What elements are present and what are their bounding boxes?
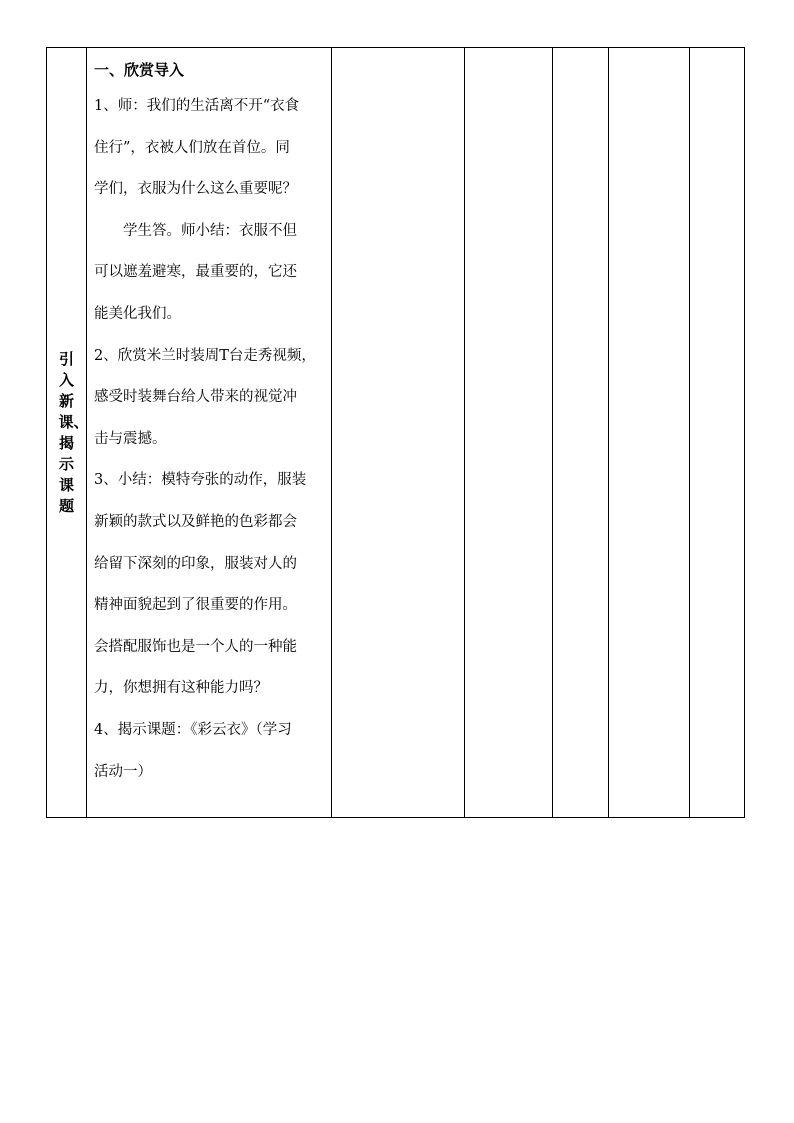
phase-cell bbox=[47, 48, 87, 818]
content-line: 可以遮羞避寒，最重要的，它还 bbox=[94, 264, 297, 281]
content-line: 1、师：我们的生活离不开“衣食 bbox=[94, 98, 300, 114]
content-cell bbox=[87, 48, 332, 818]
content-line: 住行”，衣被人们放在首位。同 bbox=[94, 139, 290, 156]
empty-cell bbox=[609, 48, 690, 818]
content-line: 4、揭示课题：《彩云衣》（学习 bbox=[94, 721, 292, 738]
content-line: 新颖的款式以及鲜艳的色彩都会 bbox=[94, 513, 297, 530]
content-line: 能美化我们。 bbox=[94, 305, 181, 322]
empty-cell bbox=[553, 48, 609, 818]
empty-cell bbox=[690, 48, 745, 818]
content-line: 2、欣赏米兰时装周T台走秀视频， bbox=[94, 347, 316, 364]
empty-cell bbox=[465, 48, 553, 818]
content-line: 活动一） bbox=[94, 763, 152, 780]
content-line: 精神面貌起到了很重要的作用。 bbox=[94, 597, 297, 614]
content-line: 感受时装舞台给人带来的视觉冲 bbox=[94, 389, 297, 406]
empty-cell bbox=[332, 48, 465, 818]
table-row bbox=[47, 48, 745, 818]
content-line: 给留下深刻的印象，服装对人的 bbox=[94, 555, 297, 572]
content-line: 会搭配服饰也是一个人的一种能 bbox=[94, 638, 297, 655]
content-line: 学们，衣服为什么这么重要呢？ bbox=[94, 181, 297, 198]
content-line: 学生答。师小结：衣服不但 bbox=[123, 222, 297, 239]
content-line: 3、小结：模特夸张的动作，服装 bbox=[94, 472, 307, 489]
content-line: 力，你想拥有这种能力吗？ bbox=[94, 680, 268, 697]
phase-label: 引入新课、揭示课题 bbox=[58, 349, 89, 515]
content-line: 击与震撼。 bbox=[94, 430, 167, 447]
section-heading: 一、欣赏导入 bbox=[94, 61, 185, 79]
lesson-plan-table bbox=[46, 47, 745, 818]
